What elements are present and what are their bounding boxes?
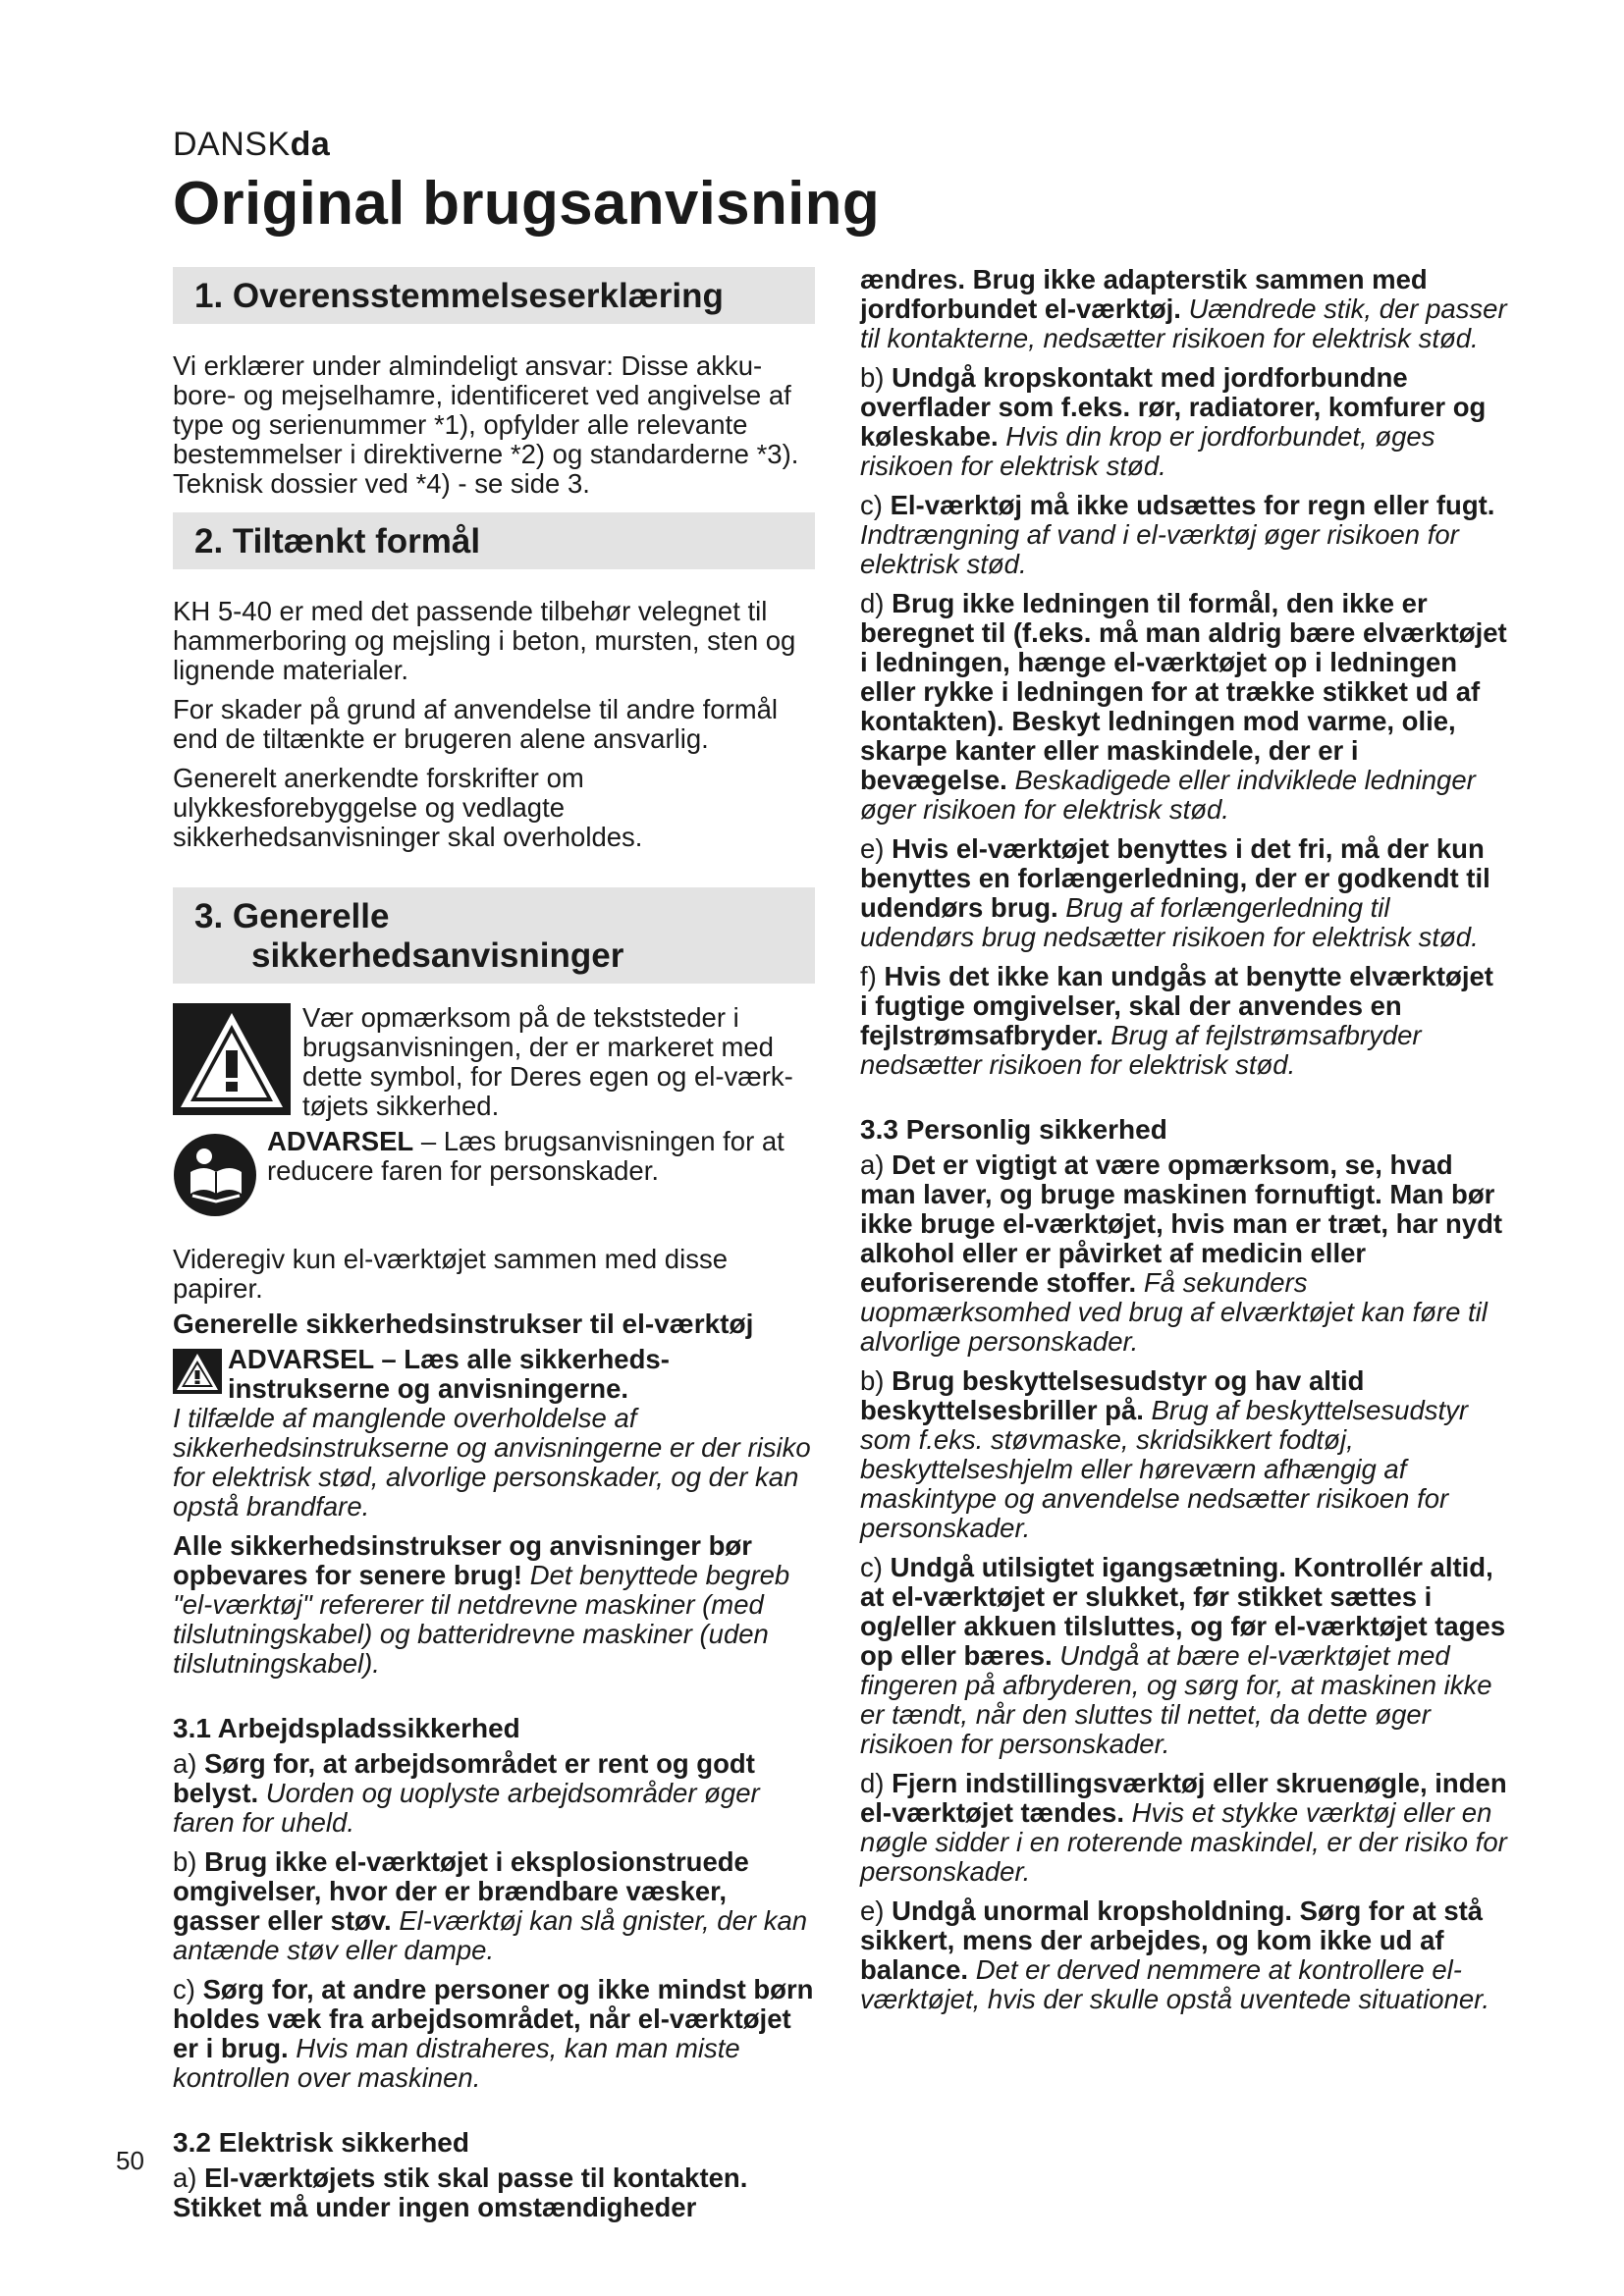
list-item: d) Brug ikke ledningen til formål, den ikke er beregnet til (f.eks. må man aldrig bære elværktøjet i ledningen, hænge el-værktøjet op i ledningen eller rykke i ledningen for at trække stikket ud af kontakten). Beskyt ledningen mod varme, olie, skarpe kanter eller maskindele, der er i bevægelse. Beskadigede eller indviklede ledninger øger risikoen for elektrisk stød. bbox=[860, 588, 1507, 825]
list-item: a) Sørg for, at arbejdsområdet er rent og godt belyst. Uorden og uoplyste arbejdsområder øger faren for uheld. bbox=[173, 1748, 760, 1838]
general-warning bbox=[173, 1345, 815, 1404]
list-item: b) Brug ikke el-værktøjet i eksplosionstruede omgivelser, hvor der er brændbare væsker, gasser eller støv. El-værktøj kan slå gnister, der kan antænde støv eller dampe. bbox=[173, 1846, 808, 1965]
warning-note-text: Vær opmærksom på de tekststeder i brugsanvisningen, der er markeret med dette symbol, for Deres egen og el-værk-tøjets sikkerhed. bbox=[302, 1002, 793, 1121]
warning-triangle-small-icon bbox=[173, 1349, 222, 1394]
list-item-electric-a: a) El-værktøjets stik skal passe til kontakten. Stikket må under ingen omstændigheder bbox=[173, 2163, 748, 2222]
general-instructions-heading: Generelle sikkerhedsinstrukser til el-værktøj bbox=[173, 1308, 754, 1339]
list-item: a) Det er vigtigt at være opmærksom, se, hvad man laver, og bruge maskinen fornuftigt. Man bør ikke bruge el-værktøjet, hvis man er træt, har nydt alkohol eller er påvirket af medicin eller euforiserende stoffer. Få sekunders uopmærksomhed ved brug af elværktøjet kan føre til alvorlige personskader. bbox=[860, 1149, 1503, 1357]
right-column bbox=[860, 265, 1508, 2014]
liability-text: For skader på grund af anvendelse til andre formål end de tiltænkte er brugeren alene ansvarlig. bbox=[173, 694, 779, 754]
left-column bbox=[173, 267, 815, 2222]
page-number: 50 bbox=[116, 2146, 144, 2175]
section-3-1-heading: 3.1 Arbejdspladssikkerhed bbox=[173, 1713, 520, 1743]
section-3-3-heading: 3.3 Personlig sikkerhed bbox=[860, 1114, 1167, 1145]
intended-use-text: KH 5-40 er med det passende tilbehør velegnet til hammerboring og mejsling i beton, mursten, sten og lignende materialer. bbox=[173, 596, 796, 685]
regulations-text: Generelt anerkendte forskrifter om ulykkesforebyggelse og vedlagte sikkerhedsanvisninger skal overholdes. bbox=[173, 763, 643, 852]
list-item: c) Undgå utilsigtet igangsætning. Kontrollér altid, at el-værktøjet er slukket, før stikket sættes i og/eller akkuen tilsluttes, og før el-værktøjet tages op eller bæres. Undgå at bære el-værktøjet med fingeren på afbryderen, og sørg for, at maskinen ikke er tændt, når den sluttes til nettet, da dette øger risikoen for personskader. bbox=[860, 1552, 1506, 1759]
list-item-electric-a-continued: ændres. Brug ikke adapterstik sammen med jordforbundet el-værktøj. Uændrede stik, der passer til kontakterne, nedsætter risikoen for elektrisk stød. bbox=[860, 264, 1507, 353]
read-manual-icon bbox=[173, 1133, 257, 1217]
list-item: e) Undgå unormal kropsholdning. Sørg for at stå sikkert, mens der arbejdes, og kom ikke ud af balance. Det er derved nemmere at kontrollere el-værktøjet, hvis der skulle opstå uventede situationer. bbox=[860, 1896, 1489, 2014]
section-3-heading: 3. Generelle sikkerhedsanvisninger bbox=[173, 887, 815, 984]
list-item: f) Hvis det ikke kan undgås at benytte elværktøjet i fugtige omgivelser, skal der anvendes en fejlstrømsafbryder. Brug af fejlstrømsafbryder nedsætter risikoen for elektrisk stød. bbox=[860, 961, 1493, 1080]
declaration-text: Vi erklærer under almindeligt ansvar: Disse akku-bore- og mejselhamre, identificeret ved angivelse af type og serienummer *1), opfylder alle relevante bestemmelser i direktiverne *2) og standarderne *3). Teknisk dossier ved *4) - se side 3. bbox=[173, 350, 799, 499]
list-item: b) Brug beskyttelsesudstyr og hav altid beskyttelsesbriller på. Brug af beskyttelsesudstyr som f.eks. støvmaske, skridsikkert fodtøj, beskyttelseshjelm eller høreværn afhængig af maskintype og anvendelse nedsætter risikoen for personskader. bbox=[860, 1365, 1469, 1543]
section-3-3-list bbox=[860, 1150, 1508, 2014]
language-label: DANSKda bbox=[173, 126, 331, 163]
read-manual-text: ADVARSEL – Læs brugsanvisningen for at reducere faren for personskader. bbox=[267, 1126, 785, 1186]
warning-note bbox=[173, 1003, 815, 1121]
page-title: Original brugsanvisning bbox=[173, 170, 880, 238]
general-warning-text: I tilfælde af manglende overholdelse af sikkerhedsinstrukserne og anvisningerne er der risiko for elektrisk stød, alvorlige personskader, og der kan opstå brandfare. bbox=[173, 1403, 811, 1522]
section-3-2-heading: 3.2 Elektrisk sikkerhed bbox=[173, 2127, 469, 2158]
pass-on-text: Videregiv kun el-værktøjet sammen med disse papirer. bbox=[173, 1244, 728, 1304]
section-1-heading: 1. Overensstemmelseserklæring bbox=[173, 267, 815, 324]
list-item: c) Sørg for, at andre personer og ikke mindst børn holdes væk fra arbejdsområdet, når el-værktøjet er i brug. Hvis man distraheres, kan man miste kontrollen over maskinen. bbox=[173, 1974, 814, 2093]
list-item: e) Hvis el-værktøjet benyttes i det fri, må der kun benyttes en forlængerledning, der er godkendt til udendørs brug. Brug af forlængerledning til udendørs brug nedsætter risikoen for elektrisk stød. bbox=[860, 833, 1490, 952]
section-3-2-list bbox=[860, 363, 1508, 1080]
section-2-heading: 2. Tiltænkt formål bbox=[173, 512, 815, 569]
general-warning-lead: ADVARSEL – Læs alle sikkerheds-instrukserne og anvisningerne. bbox=[228, 1344, 670, 1404]
list-item: b) Undgå kropskontakt med jordforbundne overflader som f.eks. rør, radiatorer, komfurer og køleskabe. Hvis din krop er jordforbundet, øges risikoen for elektrisk stød. bbox=[860, 362, 1487, 481]
section-3-1-list bbox=[173, 1749, 815, 2093]
warning-triangle-icon bbox=[173, 1003, 291, 1115]
read-manual-note bbox=[173, 1127, 815, 1217]
list-item: c) El-værktøj må ikke udsættes for regn eller fugt. Indtrængning af vand i el-værktøj øger risikoen for elektrisk stød. bbox=[860, 490, 1495, 579]
keep-instructions-text: Alle sikkerhedsinstrukser og anvisninger bør opbevares for senere brug! Det benyttede begreb "el-værktøj" refererer til netdrevne maskiner (med tilslutningskabel) og batteridrevne maskiner (uden tilslutningskabel). bbox=[173, 1530, 790, 1679]
list-item: d) Fjern indstillingsværktøj eller skruenøgle, inden el-værktøjet tændes. Hvis et stykke værktøj eller en nøgle sidder i en roterende maskindel, er der risiko for personskader. bbox=[860, 1768, 1507, 1887]
